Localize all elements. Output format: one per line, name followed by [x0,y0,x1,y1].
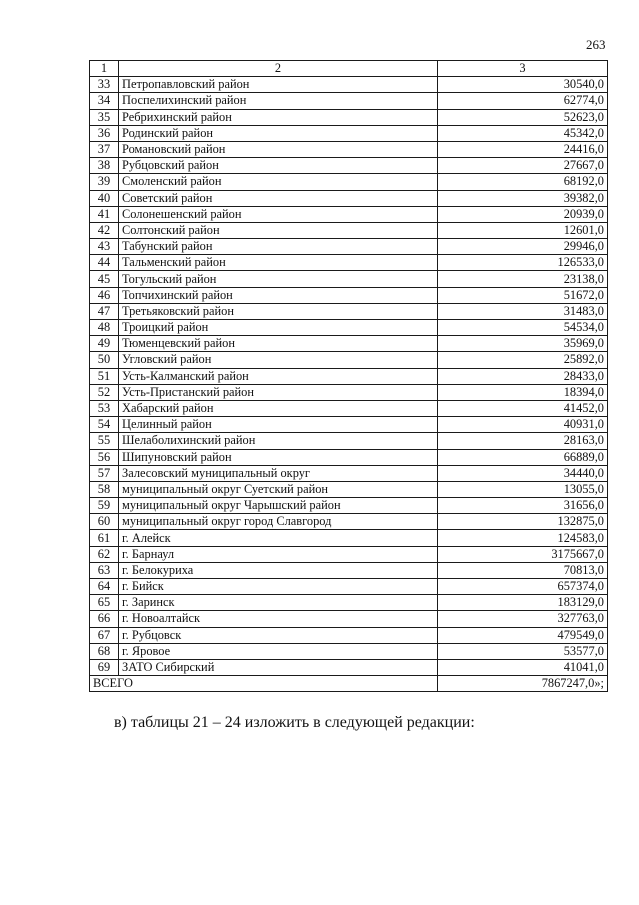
table-row [90,352,608,368]
table-row [90,141,608,157]
table-row [90,255,608,271]
row-number: 57 [90,465,119,481]
table-row [90,481,608,497]
row-number: 48 [90,320,119,336]
district-name: Табунский район [119,239,438,255]
row-value: 41452,0 [438,400,608,416]
row-number: 65 [90,595,119,611]
row-value: 126533,0 [438,255,608,271]
table-row [90,174,608,190]
district-name: г. Алейск [119,530,438,546]
table-row [90,77,608,93]
row-value: 31483,0 [438,303,608,319]
row-value: 25892,0 [438,352,608,368]
row-number: 53 [90,400,119,416]
table-row [90,417,608,433]
row-value: 51672,0 [438,287,608,303]
district-name: Тогульский район [119,271,438,287]
district-name: ЗАТО Сибирский [119,659,438,675]
table-row [90,530,608,546]
header-cell-value: 3 [438,61,608,77]
row-number: 61 [90,530,119,546]
district-name: Романовский район [119,141,438,157]
table-row [90,336,608,352]
row-number: 45 [90,271,119,287]
row-value: 479549,0 [438,627,608,643]
row-value: 68192,0 [438,174,608,190]
table-row [90,287,608,303]
row-number: 43 [90,239,119,255]
row-value: 20939,0 [438,206,608,222]
row-number: 58 [90,481,119,497]
row-value: 12601,0 [438,222,608,238]
district-name: г. Заринск [119,595,438,611]
district-name: г. Белокуриха [119,562,438,578]
table-row [90,595,608,611]
row-value: 28433,0 [438,368,608,384]
row-number: 67 [90,627,119,643]
row-value: 29946,0 [438,239,608,255]
table-row [90,627,608,643]
district-name: Топчихинский район [119,287,438,303]
row-number: 47 [90,303,119,319]
row-number: 35 [90,109,119,125]
district-name: Поспелихинский район [119,93,438,109]
district-name: Угловский район [119,352,438,368]
table-header-row [90,61,608,77]
table-row [90,514,608,530]
row-number: 34 [90,93,119,109]
row-number: 39 [90,174,119,190]
table-row [90,206,608,222]
district-name: г. Барнаул [119,546,438,562]
row-number: 59 [90,498,119,514]
row-number: 40 [90,190,119,206]
page-number: 263 [586,37,606,52]
row-number: 56 [90,449,119,465]
row-number: 68 [90,643,119,659]
row-value: 39382,0 [438,190,608,206]
row-number: 55 [90,433,119,449]
table-row [90,190,608,206]
table-row [90,384,608,400]
row-value: 66889,0 [438,449,608,465]
row-value: 13055,0 [438,481,608,497]
budget-table [89,60,608,692]
row-value: 124583,0 [438,530,608,546]
district-name: Смоленский район [119,174,438,190]
table-row [90,449,608,465]
row-value: 657374,0 [438,579,608,595]
table-row [90,433,608,449]
row-value: 30540,0 [438,77,608,93]
row-value: 40931,0 [438,417,608,433]
row-value: 18394,0 [438,384,608,400]
row-number: 63 [90,562,119,578]
district-name: г. Новоалтайск [119,611,438,627]
table-row [90,303,608,319]
row-value: 183129,0 [438,595,608,611]
district-name: Тюменцевский район [119,336,438,352]
table-row [90,579,608,595]
row-value: 34440,0 [438,465,608,481]
row-value: 28163,0 [438,433,608,449]
district-name: Шипуновский район [119,449,438,465]
table-row [90,93,608,109]
table-row [90,125,608,141]
row-number: 42 [90,222,119,238]
table-row [90,239,608,255]
row-value: 24416,0 [438,141,608,157]
row-number: 60 [90,514,119,530]
district-name: Петропавловский район [119,77,438,93]
district-name: Усть-Пристанский район [119,384,438,400]
district-name: Ребрихинский район [119,109,438,125]
row-number: 51 [90,368,119,384]
table-row [90,465,608,481]
row-value: 41041,0 [438,659,608,675]
row-number: 64 [90,579,119,595]
district-name: г. Рубцовск [119,627,438,643]
row-number: 36 [90,125,119,141]
row-value: 70813,0 [438,562,608,578]
row-value: 45342,0 [438,125,608,141]
row-number: 54 [90,417,119,433]
district-name: г. Яровое [119,643,438,659]
row-number: 38 [90,158,119,174]
district-name: Троицкий район [119,320,438,336]
header-cell-number: 1 [90,61,119,77]
total-value: 7867247,0»; [438,676,608,692]
row-value: 35969,0 [438,336,608,352]
district-name: муниципальный округ город Славгород [119,514,438,530]
table-row [90,320,608,336]
district-name: муниципальный округ Суетский район [119,481,438,497]
row-number: 33 [90,77,119,93]
table-row [90,611,608,627]
footer-instruction: в) таблицы 21 – 24 изложить в следующей редакции: [114,714,475,731]
table-row [90,562,608,578]
district-name: Третьяковский район [119,303,438,319]
district-name: Рубцовский район [119,158,438,174]
table-row [90,400,608,416]
district-name: Целинный район [119,417,438,433]
table-total-row [90,676,608,692]
row-number: 49 [90,336,119,352]
row-value: 23138,0 [438,271,608,287]
row-value: 53577,0 [438,643,608,659]
row-number: 37 [90,141,119,157]
district-name: Родинский район [119,125,438,141]
row-value: 27667,0 [438,158,608,174]
district-name: Солтонский район [119,222,438,238]
row-value: 54534,0 [438,320,608,336]
row-value: 3175667,0 [438,546,608,562]
district-name: Советский район [119,190,438,206]
row-number: 69 [90,659,119,675]
table-row [90,109,608,125]
table-row [90,498,608,514]
district-name: Хабарский район [119,400,438,416]
table-row [90,158,608,174]
district-name: г. Бийск [119,579,438,595]
row-number: 41 [90,206,119,222]
district-name: Усть-Калманский район [119,368,438,384]
row-number: 62 [90,546,119,562]
table-row [90,222,608,238]
district-name: Шелаболихинский район [119,433,438,449]
row-value: 62774,0 [438,93,608,109]
table-row [90,659,608,675]
row-value: 132875,0 [438,514,608,530]
district-name: Тальменский район [119,255,438,271]
row-number: 46 [90,287,119,303]
district-name: Солонешенский район [119,206,438,222]
row-value: 31656,0 [438,498,608,514]
row-number: 52 [90,384,119,400]
header-cell-name: 2 [119,61,438,77]
table-row [90,271,608,287]
table-row [90,546,608,562]
district-name: муниципальный округ Чарышский район [119,498,438,514]
row-number: 66 [90,611,119,627]
row-number: 44 [90,255,119,271]
row-value: 52623,0 [438,109,608,125]
row-number: 50 [90,352,119,368]
district-name: Залесовский муниципальный округ [119,465,438,481]
table-row [90,643,608,659]
table-row [90,368,608,384]
row-value: 327763,0 [438,611,608,627]
total-label: ВСЕГО [90,676,438,692]
